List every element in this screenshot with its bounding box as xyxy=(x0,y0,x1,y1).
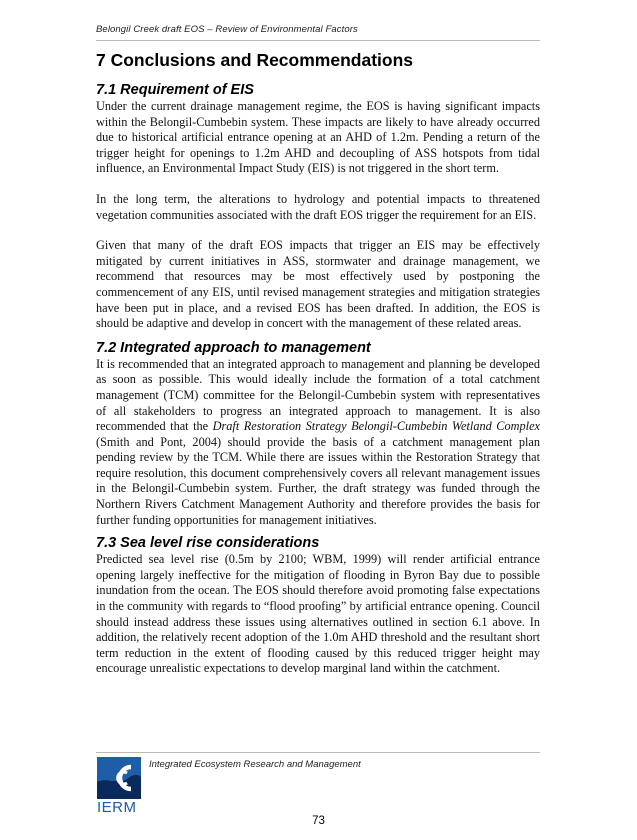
header-rule xyxy=(96,40,540,41)
running-header: Belongil Creek draft EOS – Review of Environmental Factors xyxy=(96,24,358,35)
reference-title: Draft Restoration Strategy Belongil-Cumbebin Wetland Complex xyxy=(212,419,540,434)
paragraph: Under the current drainage management regime, the EOS is having significant impacts within the Belongil-Cumbebin system. These impacts are likely to have already occurred due to historical artificial entrance opening at an AHD of 1.2m. Pending a return of the trigger height for openings to 1.2m AHD and decoupling of ASS hotspots from tidal influence, an Environmental Impact Study (EIS) is not triggered in the short term. xyxy=(96,99,540,176)
section-heading-7-1: 7.1 Requirement of EIS xyxy=(96,82,254,98)
paragraph-text: It is recommended that an integrated approach to management and planning be developed as soon as possible. This would ideally include the formation of a total catchment management (TCM) committee for the Belongil-Cumbebin system with representatives of all stakeholders to progress an integrated approach to management. It is also recommended that the xyxy=(96,356,540,434)
footer-rule xyxy=(96,752,540,753)
paragraph xyxy=(96,357,540,529)
section-heading-7-2: 7.2 Integrated approach to management xyxy=(96,339,371,356)
paragraph: Given that many of the draft EOS impacts that trigger an EIS may be effectively mitigated by current initiatives in ASS, stormwater and drainage management, we recommend that resources may be most effectively used by postponing the commencement of any EIS, until revised management strategies and mitigation strategies have been put in place, and a revised EOS has been drafted. In addition, the EOS is should be adaptive and develop in concert with the management of these related areas. xyxy=(96,238,540,331)
paragraph-text: (Smith and Pont, 2004) should provide the basis of a catchment management plan pending review by the TCM. While there are issues within the Restoration Strategy that require resolution, this document comprehensively covers all relevant management issues in the Belongil-Cumbebin system. Further, the draft strategy was funded through the Northern Rivers Catchment Management Authority and therefore provides the basis for further funding opportunities for management initiatives. xyxy=(96,434,540,527)
logo-text: IERM xyxy=(97,799,137,816)
chapter-title: 7 Conclusions and Recommendations xyxy=(96,50,413,70)
page-content xyxy=(96,48,540,677)
ierm-logo-icon xyxy=(97,757,141,799)
paragraph: Predicted sea level rise (0.5m by 2100; WBM, 1999) will render artificial entrance opening largely ineffective for the mitigation of flooding in Byron Bay due to possible inundation from the ocean. The EOS should therefore avoid promoting false expectations in the community with regards to “flood proofing” by artificial entrance opening. Council should instead address these issues using alternatives outlined in section 6.1 above. In addition, the relatively recent adoption of the 1.0m AHD threshold and the resultant short term reduction in the extent of flooding caused by this reduced trigger height may encourage unrealistic expectations to develop marginal land within the catchment. xyxy=(96,552,540,676)
page-number: 73 xyxy=(312,815,325,827)
footer-organization: Integrated Ecosystem Research and Management xyxy=(149,759,361,770)
paragraph: In the long term, the alterations to hydrology and potential impacts to threatened vegetation communities associated with the draft EOS trigger the requirement for an EIS. xyxy=(96,191,540,222)
section-heading-7-3: 7.3 Sea level rise considerations xyxy=(96,535,320,552)
